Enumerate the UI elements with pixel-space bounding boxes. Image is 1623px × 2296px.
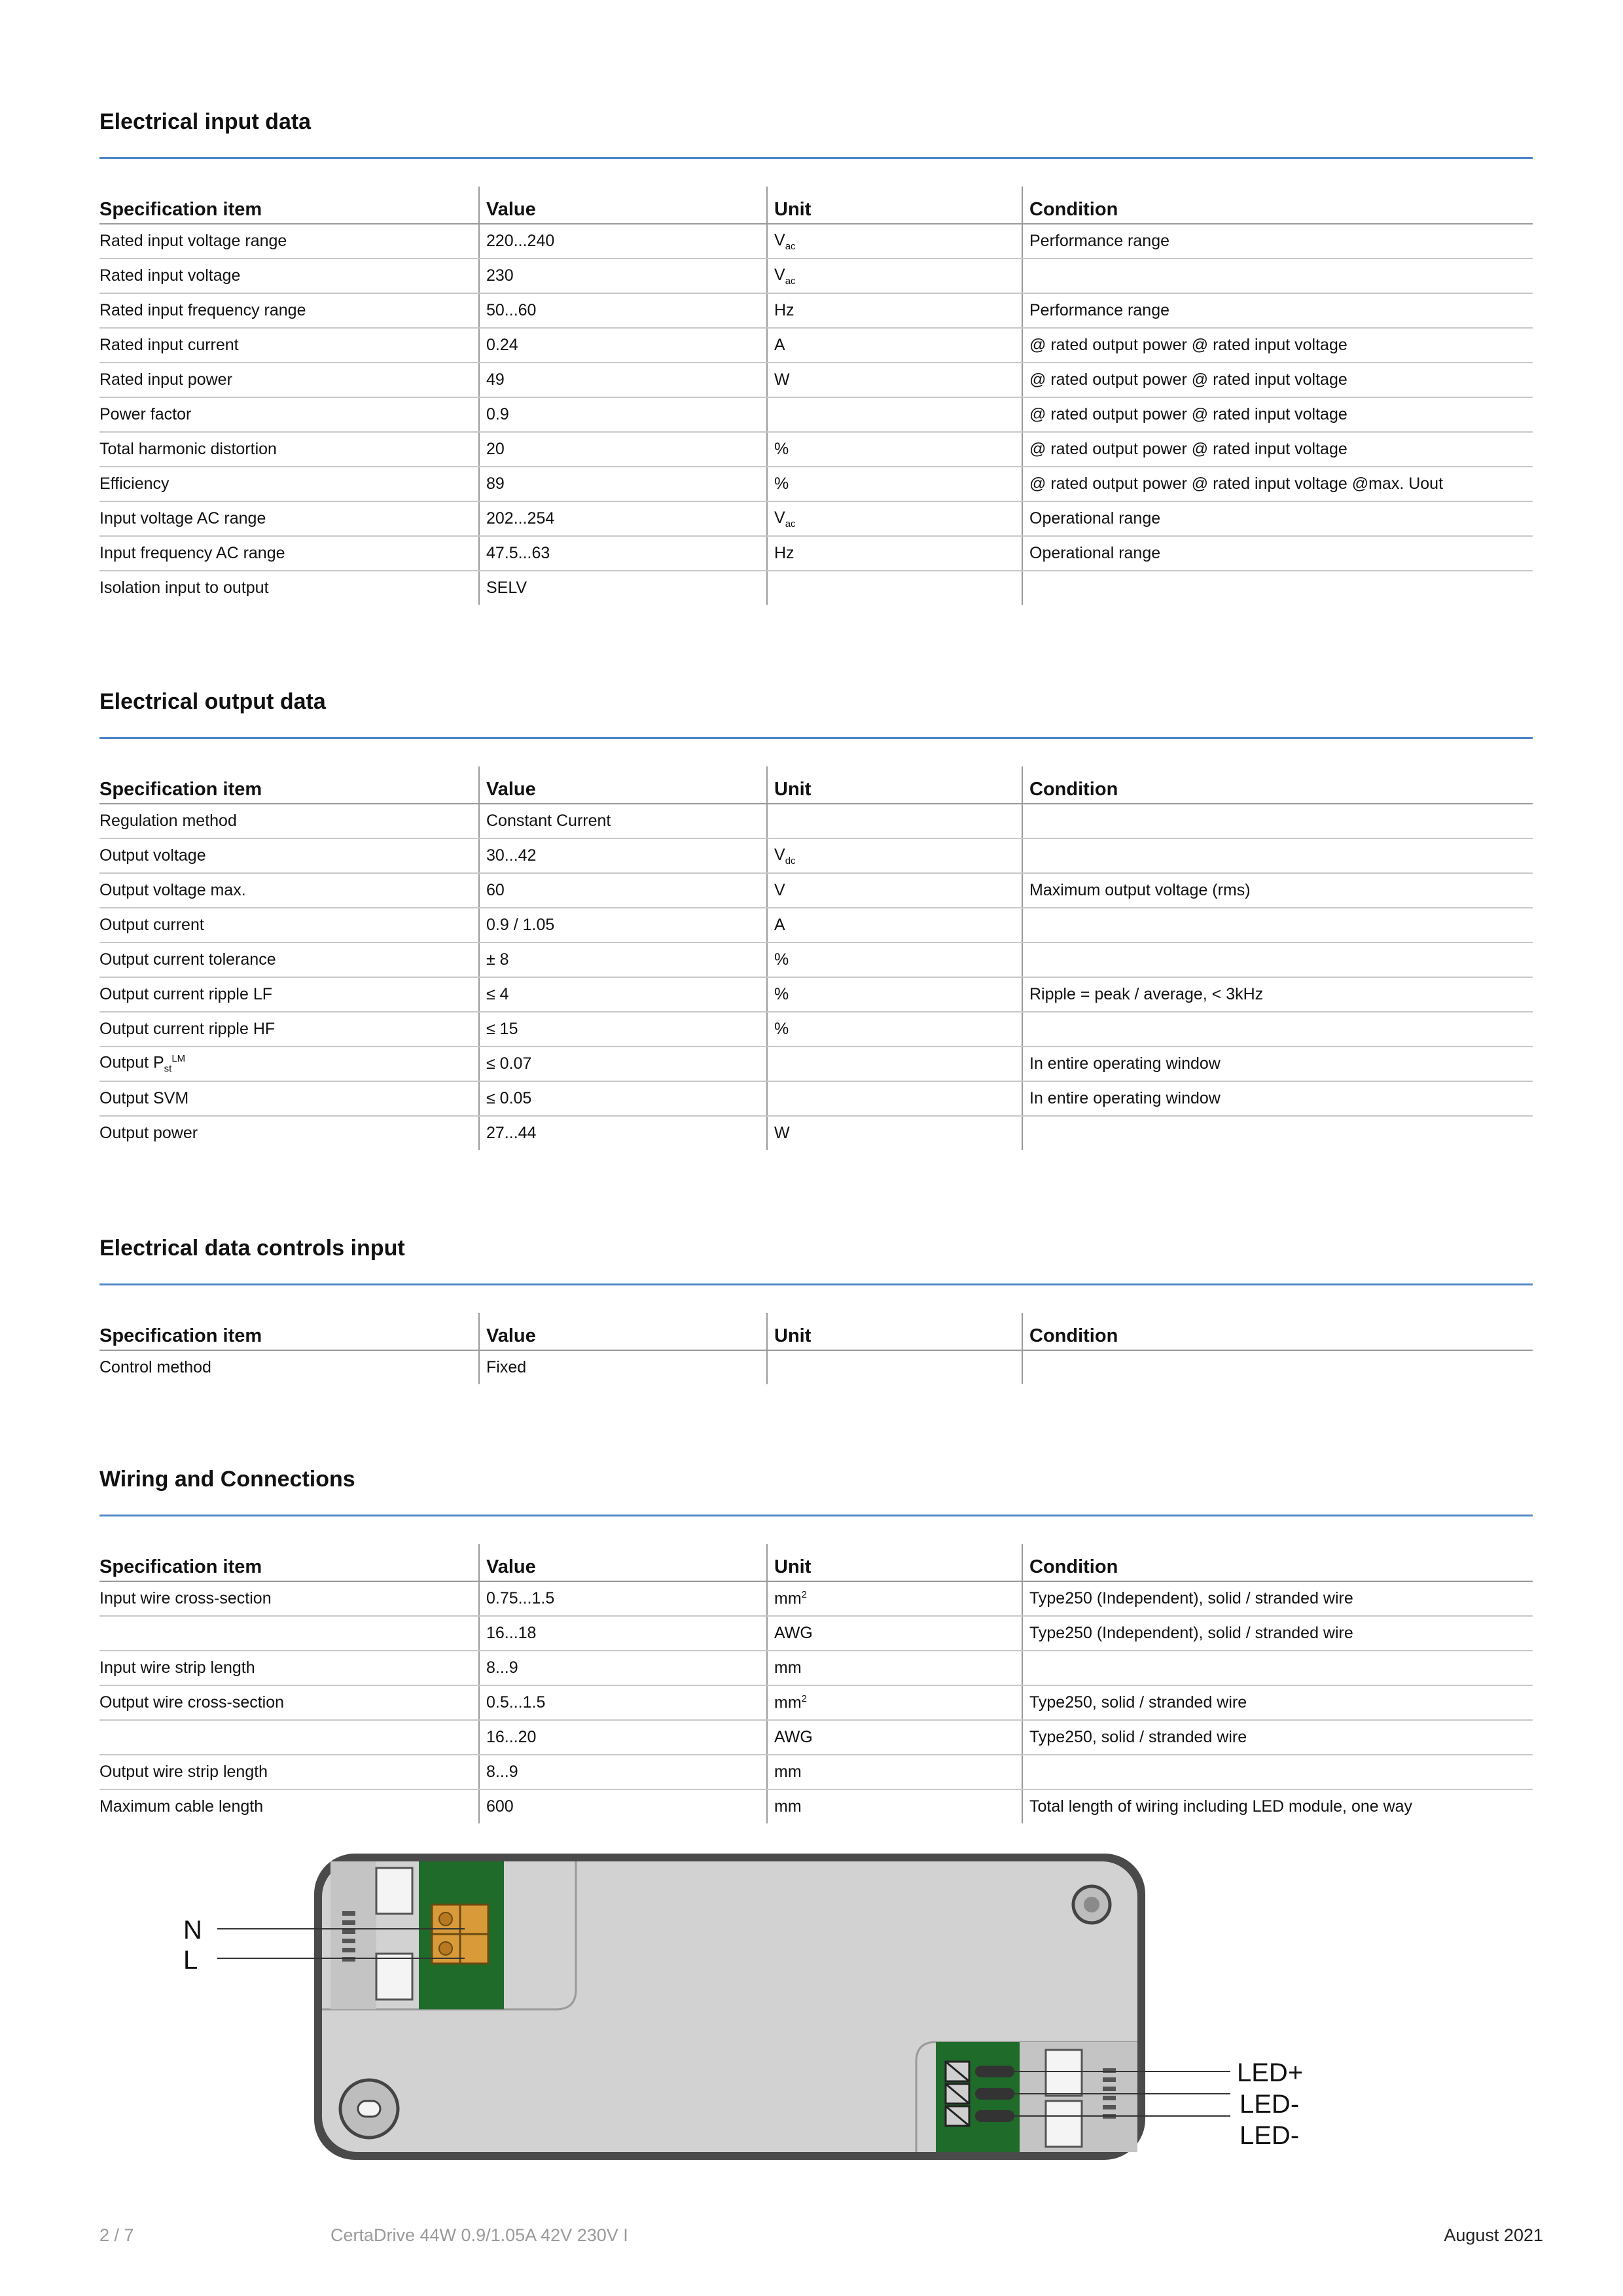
- spec-item-cell: [99, 501, 479, 536]
- spec-item-cell: [99, 467, 479, 501]
- spec-item-text: Output power: [99, 1124, 198, 1142]
- table-row: [99, 363, 1533, 397]
- spec-item-text: Total harmonic distortion: [99, 440, 277, 458]
- spec-unit-text: %: [774, 950, 789, 969]
- table-row: [99, 873, 1533, 908]
- table-header-row: [99, 766, 1533, 804]
- spec-unit-cell: [767, 977, 1022, 1012]
- spec-item-text: Maximum cable length: [99, 1797, 264, 1816]
- spec-unit-text: mm: [774, 1659, 802, 1677]
- table-row: [99, 571, 1533, 605]
- spec-condition-cell: [1022, 1350, 1533, 1384]
- spec-unit-text: V: [774, 881, 785, 899]
- spec-condition-cell: @ rated output power @ rated input voltage: [1022, 363, 1533, 397]
- spec-condition-cell: Total length of wiring including LED module, one way: [1022, 1789, 1533, 1823]
- spec-value-cell: SELV: [479, 571, 767, 605]
- table-row: [99, 259, 1533, 293]
- spec-item-cell: [99, 259, 479, 293]
- spec-condition-cell: [1022, 1012, 1533, 1047]
- spec-unit-subscript: ac: [785, 518, 796, 529]
- table-row: [99, 536, 1533, 571]
- spec-item-cell: [99, 571, 479, 605]
- spec-unit-text: mm: [774, 1589, 802, 1608]
- spec-item-cell: [99, 1116, 479, 1150]
- section-divider: [99, 1283, 1533, 1285]
- table-row: [99, 1685, 1533, 1720]
- spec-item-superscript: LM: [171, 1053, 186, 1065]
- spec-unit-superscript: 2: [801, 1588, 807, 1600]
- spec-unit-cell: [767, 1651, 1022, 1685]
- spec-item-text: Output SVM: [99, 1089, 189, 1107]
- spec-condition-cell: [1022, 1116, 1533, 1150]
- spec-item-text: Power factor: [99, 405, 192, 423]
- spec-item-text: Rated input voltage range: [99, 232, 287, 250]
- table-row: [99, 1081, 1533, 1116]
- spec-condition-cell: Ripple = peak / average, < 3kHz: [1022, 977, 1533, 1012]
- spec-value-cell: Constant Current: [479, 804, 767, 838]
- spec-unit-cell: [767, 363, 1022, 397]
- spec-value-cell: 0.5...1.5: [479, 1685, 767, 1720]
- spec-unit-cell: [767, 1047, 1022, 1081]
- spec-unit-text: V: [774, 265, 785, 284]
- spec-condition-cell: Performance range: [1022, 293, 1533, 328]
- spec-value-cell: ≤ 0.05: [479, 1081, 767, 1116]
- table-row: [99, 1616, 1533, 1651]
- spec-condition-cell: [1022, 259, 1533, 293]
- column-header: Unit: [767, 1313, 1022, 1350]
- spec-unit-text: A: [774, 916, 785, 934]
- spec-unit-cell: [767, 536, 1022, 571]
- spec-item-cell: [99, 224, 479, 259]
- spec-unit-text: V: [774, 845, 785, 864]
- spec-item-text: Output wire cross-section: [99, 1693, 285, 1712]
- table-row: [99, 1116, 1533, 1150]
- spec-item-text: Output wire strip length: [99, 1763, 268, 1781]
- spec-item-text: Input frequency AC range: [99, 544, 285, 562]
- spec-value-cell: 49: [479, 363, 767, 397]
- spec-unit-cell: [767, 293, 1022, 328]
- spec-value-cell: 8...9: [479, 1755, 767, 1789]
- spec-unit-cell: [767, 908, 1022, 942]
- spec-condition-cell: Performance range: [1022, 224, 1533, 259]
- table-row: [99, 1350, 1533, 1384]
- spec-condition-cell: In entire operating window: [1022, 1081, 1533, 1116]
- spec-unit-cell: [767, 501, 1022, 536]
- spec-value-cell: 0.9 / 1.05: [479, 908, 767, 942]
- spec-condition-cell: In entire operating window: [1022, 1047, 1533, 1081]
- footer-product-name: CertaDrive 44W 0.9/1.05A 42V 230V I: [330, 2225, 628, 2245]
- spec-item-subscript: st: [164, 1063, 172, 1075]
- spec-condition-cell: @ rated output power @ rated input voltage: [1022, 432, 1533, 467]
- spec-unit-cell: [767, 804, 1022, 838]
- spec-value-cell: ≤ 15: [479, 1012, 767, 1047]
- spec-unit-subscript: dc: [785, 855, 796, 867]
- spec-item-text: Output voltage: [99, 846, 206, 865]
- spec-unit-text: %: [774, 985, 789, 1003]
- spec-item-cell: [99, 1720, 479, 1755]
- spec-value-cell: ≤ 0.07: [479, 1047, 767, 1081]
- spec-unit-cell: [767, 1616, 1022, 1651]
- table-row: [99, 224, 1533, 259]
- spec-item-cell: [99, 1012, 479, 1047]
- spec-item-cell: [99, 293, 479, 328]
- spec-condition-cell: [1022, 1651, 1533, 1685]
- spec-item-cell: [99, 1581, 479, 1616]
- table-header-row: [99, 1544, 1533, 1581]
- column-header: Value: [479, 1313, 767, 1350]
- spec-item-cell: [99, 838, 479, 873]
- spec-condition-cell: Type250 (Independent), solid / stranded wire: [1022, 1581, 1533, 1616]
- spec-unit-cell: [767, 467, 1022, 501]
- column-header: Specification item: [99, 187, 479, 224]
- spec-unit-text: mm: [774, 1797, 802, 1816]
- spec-unit-text: %: [774, 475, 789, 493]
- column-header: Specification item: [99, 1313, 479, 1350]
- spec-condition-cell: [1022, 942, 1533, 977]
- spec-value-cell: 50...60: [479, 293, 767, 328]
- section-controls-input: [99, 1232, 1533, 1384]
- table-row: [99, 908, 1533, 942]
- section-title: Electrical output data: [99, 689, 326, 714]
- spec-value-cell: 47.5...63: [479, 536, 767, 571]
- spec-table-input: [99, 187, 1533, 605]
- spec-unit-cell: [767, 1720, 1022, 1755]
- spec-value-cell: 0.75...1.5: [479, 1581, 767, 1616]
- spec-value-cell: 202...254: [479, 501, 767, 536]
- spec-item-cell: [99, 1685, 479, 1720]
- spec-unit-cell: [767, 397, 1022, 432]
- table-row: [99, 328, 1533, 363]
- spec-condition-cell: Operational range: [1022, 501, 1533, 536]
- spec-unit-cell: [767, 1012, 1022, 1047]
- table-row: [99, 942, 1533, 977]
- spec-value-cell: 220...240: [479, 224, 767, 259]
- spec-condition-cell: @ rated output power @ rated input voltage @max. Uout: [1022, 467, 1533, 501]
- section-electrical-output: [99, 686, 1533, 1150]
- spec-item-cell: [99, 873, 479, 908]
- footer-page-number: 2 / 7: [99, 2225, 134, 2245]
- spec-item-text: Output current tolerance: [99, 950, 276, 969]
- section-title: Wiring and Connections: [99, 1467, 355, 1492]
- spec-unit-text: AWG: [774, 1728, 813, 1746]
- column-header: Unit: [767, 187, 1022, 224]
- section-title: Electrical data controls input: [99, 1236, 405, 1261]
- spec-item-text: Output current ripple HF: [99, 1020, 276, 1038]
- spec-unit-cell: [767, 1350, 1022, 1384]
- table-row: [99, 467, 1533, 501]
- spec-item-cell: [99, 536, 479, 571]
- spec-condition-cell: [1022, 571, 1533, 605]
- spec-unit-cell: [767, 942, 1022, 977]
- spec-unit-text: AWG: [774, 1624, 813, 1642]
- spec-item-text: Rated input frequency range: [99, 301, 306, 319]
- spec-item-text: Control method: [99, 1358, 211, 1376]
- wire-label-led-minus-2: LED-: [1240, 2121, 1300, 2150]
- column-header: Condition: [1022, 766, 1533, 804]
- spec-item-text: Input voltage AC range: [99, 509, 266, 528]
- spec-unit-cell: [767, 259, 1022, 293]
- wire-label-led-minus-1: LED-: [1240, 2090, 1300, 2119]
- column-header: Condition: [1022, 1313, 1533, 1350]
- spec-value-cell: ≤ 4: [479, 977, 767, 1012]
- column-header: Value: [479, 1544, 767, 1581]
- spec-item-text: Input wire strip length: [99, 1659, 255, 1677]
- table-row: [99, 1651, 1533, 1685]
- spec-unit-cell: [767, 1789, 1022, 1823]
- spec-value-cell: 230: [479, 259, 767, 293]
- table-header-row: [99, 1313, 1533, 1350]
- section-divider: [99, 157, 1533, 159]
- spec-condition-cell: [1022, 908, 1533, 942]
- spec-unit-cell: [767, 1755, 1022, 1789]
- table-row: [99, 977, 1533, 1012]
- spec-unit-text: %: [774, 440, 789, 458]
- spec-value-cell: Fixed: [479, 1350, 767, 1384]
- spec-item-text: Rated input power: [99, 370, 232, 389]
- spec-unit-superscript: 2: [801, 1693, 807, 1704]
- table-row: [99, 1789, 1533, 1823]
- spec-condition-cell: [1022, 1755, 1533, 1789]
- spec-item-text: Efficiency: [99, 475, 169, 493]
- spec-value-cell: 20: [479, 432, 767, 467]
- table-row: [99, 838, 1533, 873]
- spec-condition-cell: Type250, solid / stranded wire: [1022, 1720, 1533, 1755]
- table-row: [99, 804, 1533, 838]
- spec-unit-text: mm: [774, 1763, 802, 1781]
- spec-unit-text: V: [774, 230, 785, 249]
- spec-condition-cell: @ rated output power @ rated input voltage: [1022, 328, 1533, 363]
- spec-table-wiring: [99, 1544, 1533, 1823]
- table-header-row: [99, 187, 1533, 224]
- spec-item-text: Output P: [99, 1053, 164, 1072]
- spec-item-cell: [99, 328, 479, 363]
- spec-unit-cell: [767, 873, 1022, 908]
- spec-value-cell: 0.24: [479, 328, 767, 363]
- spec-unit-text: W: [774, 370, 790, 389]
- spec-unit-text: mm: [774, 1693, 802, 1712]
- spec-value-cell: 0.9: [479, 397, 767, 432]
- spec-value-cell: 16...18: [479, 1616, 767, 1651]
- spec-table-output: [99, 766, 1533, 1150]
- section-title: Electrical input data: [99, 109, 312, 134]
- table-row: [99, 397, 1533, 432]
- spec-item-cell: [99, 1350, 479, 1384]
- spec-condition-cell: Maximum output voltage (rms): [1022, 873, 1533, 908]
- spec-condition-cell: [1022, 804, 1533, 838]
- spec-unit-subscript: ac: [785, 240, 796, 252]
- spec-item-cell: [99, 977, 479, 1012]
- spec-item-cell: [99, 432, 479, 467]
- spec-item-cell: [99, 942, 479, 977]
- spec-item-cell: [99, 363, 479, 397]
- spec-value-cell: 16...20: [479, 1720, 767, 1755]
- spec-item-text: Rated input current: [99, 336, 239, 354]
- spec-value-cell: 30...42: [479, 838, 767, 873]
- spec-unit-text: W: [774, 1124, 790, 1142]
- spec-value-cell: 89: [479, 467, 767, 501]
- table-row: [99, 1581, 1533, 1616]
- column-header: Unit: [767, 1544, 1022, 1581]
- spec-unit-cell: [767, 1685, 1022, 1720]
- spec-value-cell: ± 8: [479, 942, 767, 977]
- wiring-diagram: [157, 1846, 1348, 2186]
- spec-item-text: Output voltage max.: [99, 881, 246, 899]
- spec-condition-cell: Type250 (Independent), solid / stranded wire: [1022, 1616, 1533, 1651]
- spec-unit-cell: [767, 1116, 1022, 1150]
- spec-unit-cell: [767, 838, 1022, 873]
- section-wiring: [99, 1463, 1533, 1823]
- spec-item-cell: [99, 1755, 479, 1789]
- column-header: Value: [479, 766, 767, 804]
- table-row: [99, 1720, 1533, 1755]
- spec-item-cell: [99, 1789, 479, 1823]
- footer-date: August 2021: [1444, 2225, 1543, 2245]
- spec-unit-subscript: ac: [785, 275, 796, 287]
- spec-item-cell: [99, 1651, 479, 1685]
- spec-item-cell: [99, 908, 479, 942]
- spec-table-controls: [99, 1313, 1533, 1384]
- section-divider: [99, 1515, 1533, 1516]
- spec-value-cell: 60: [479, 873, 767, 908]
- spec-item-cell: [99, 1081, 479, 1116]
- wire-label-n: N: [183, 1916, 202, 1945]
- table-row: [99, 1047, 1533, 1081]
- spec-condition-cell: @ rated output power @ rated input voltage: [1022, 397, 1533, 432]
- spec-unit-cell: [767, 1581, 1022, 1616]
- spec-item-text: Rated input voltage: [99, 266, 241, 285]
- section-divider: [99, 737, 1533, 739]
- spec-item-cell: [99, 397, 479, 432]
- spec-value-cell: 600: [479, 1789, 767, 1823]
- spec-value-cell: 27...44: [479, 1116, 767, 1150]
- spec-item-text: Isolation input to output: [99, 579, 269, 597]
- spec-unit-text: A: [774, 336, 785, 354]
- spec-value-cell: 8...9: [479, 1651, 767, 1685]
- column-header: Specification item: [99, 1544, 479, 1581]
- spec-unit-text: V: [774, 508, 785, 527]
- wire-label-l: L: [183, 1946, 198, 1975]
- table-row: [99, 432, 1533, 467]
- spec-unit-cell: [767, 432, 1022, 467]
- section-electrical-input: [99, 106, 1533, 605]
- spec-item-cell: [99, 1616, 479, 1651]
- table-row: [99, 1755, 1533, 1789]
- spec-condition-cell: [1022, 838, 1533, 873]
- table-row: [99, 1012, 1533, 1047]
- spec-item-cell: [99, 804, 479, 838]
- spec-unit-cell: [767, 224, 1022, 259]
- table-row: [99, 293, 1533, 328]
- spec-condition-cell: Type250, solid / stranded wire: [1022, 1685, 1533, 1720]
- column-header: Specification item: [99, 766, 479, 804]
- table-row: [99, 501, 1533, 536]
- column-header: Condition: [1022, 1544, 1533, 1581]
- spec-item-text: Input wire cross-section: [99, 1589, 272, 1607]
- spec-unit-cell: [767, 1081, 1022, 1116]
- spec-unit-text: %: [774, 1020, 789, 1038]
- column-header: Value: [479, 187, 767, 224]
- spec-unit-text: Hz: [774, 544, 794, 562]
- spec-unit-cell: [767, 571, 1022, 605]
- column-header: Unit: [767, 766, 1022, 804]
- wire-label-led-plus: LED+: [1237, 2058, 1304, 2087]
- spec-unit-cell: [767, 328, 1022, 363]
- spec-item-cell: [99, 1047, 479, 1081]
- spec-item-text: Output current: [99, 916, 204, 934]
- column-header: Condition: [1022, 187, 1533, 224]
- spec-item-text: Output current ripple LF: [99, 985, 273, 1003]
- spec-condition-cell: Operational range: [1022, 536, 1533, 571]
- spec-item-text: Regulation method: [99, 812, 237, 830]
- spec-unit-text: Hz: [774, 301, 794, 319]
